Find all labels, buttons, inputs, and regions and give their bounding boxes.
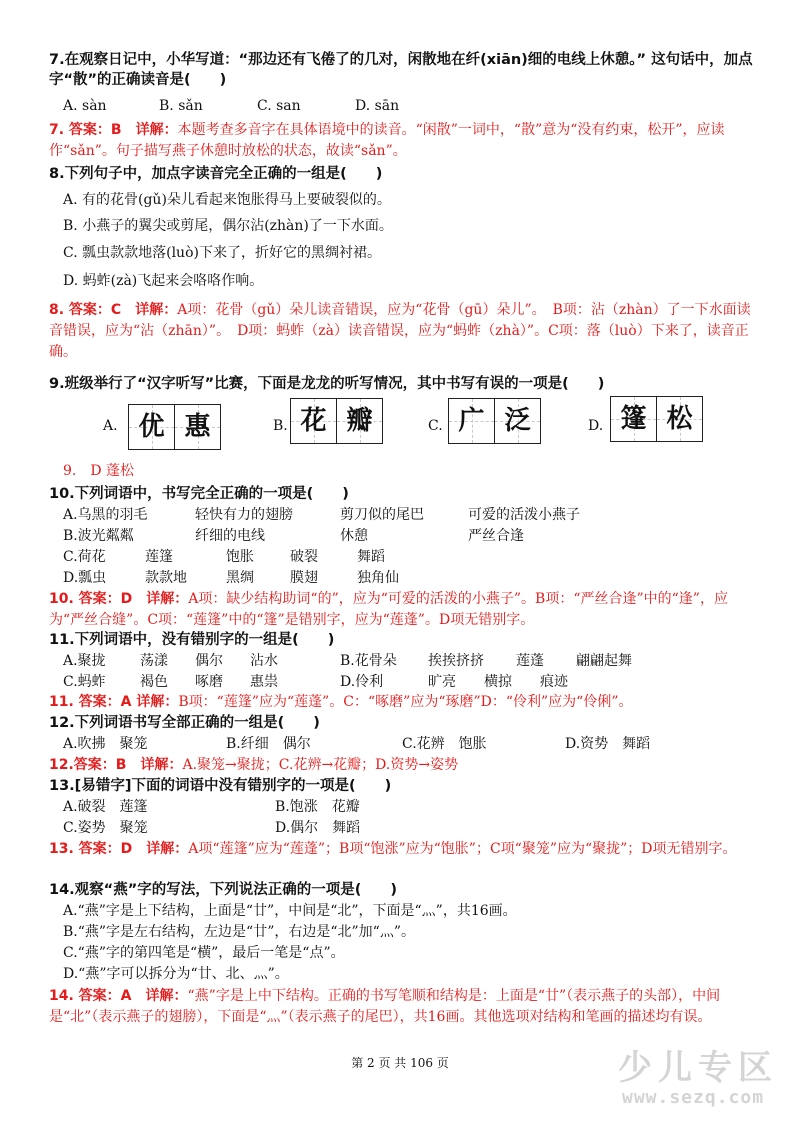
q12-answer-text: A.聚笼→聚拢；C.花辨→花瓣；D.资势→姿势 [182,757,459,773]
q11-b-word-1: B.花骨朵 [340,653,397,669]
q9-b-cell-2: 瓣 [336,399,382,443]
q11-d-word-1: D.伶利 [340,674,384,690]
q14-answer [49,986,759,1028]
q8-answer-label: 8. 答案：C 详解： [49,302,178,318]
q9-answer: 9. D 蓬松 [63,463,135,479]
q11-a-word-3: 偶尔 [195,653,223,669]
q14-answer-text: “燕”字是上中下结构。正确的书写笔顺和结构是：上面是“廿”（表示燕子的头部），中间是“北”（表示燕子的翅膀），下面是“灬”（表示燕子的尾巴），共16画。其他选项对结构和笔画的描述均有误。 [49,988,721,1025]
q12-answer-label: 12.答案：B 详解： [49,757,183,773]
q14-option-c: C.“燕”字的第四笔是“横”，最后一笔是“点”。 [63,945,345,961]
q9-c-cell-2: 泛 [494,399,540,443]
q9-a-cell-1: 优 [129,405,174,449]
q12-answer [49,755,759,776]
q14-option-a: A.“燕”字是上下结构，上面是“廿”，中间是“北”，下面是“灬”，共16画。 [63,903,517,919]
question-8-stem: 8.下列句子中，加点字读音完全正确的一组是( ) [49,166,383,182]
question-14-stem: 14.观察“燕”字的写法，下列说法正确的一项是( ) [49,882,397,898]
q10-d-word-4: 膜翅 [290,570,318,586]
q10-c-word-4: 破裂 [290,549,318,565]
q10-c-word-3: 饱胀 [226,549,254,565]
q8-option-b: B. 小燕子的翼尖或剪尾，偶尔沾(zhàn)了一下水面。 [63,218,393,234]
q10-d-word-2: 款款地 [145,570,187,586]
q9-c-cell-1: 广 [449,399,494,443]
q10-a-word-3: 剪刀似的尾巴 [340,507,424,523]
q13-answer-label: 13. 答案：D 详解： [49,841,189,857]
q9-option-d-label: D. [588,418,604,434]
q11-c-word-4: 惠祟 [250,674,278,690]
q8-answer [49,300,759,363]
q7-answer-text: 本题考查多音字在具体语境中的读音。“闲散”一词中，“散”意为“没有约束，松开”，应读作“sǎn”。句子描写燕子休憩时放松的状态，故读“sǎn”。 [49,122,725,159]
q9-d-cell-2: 松 [656,397,702,441]
q9-option-b-grid [290,398,383,444]
q10-c-word-1: C.荷花 [63,549,106,565]
q7-option-d: D. sān [355,98,400,114]
q13-option-c: C.姿势 聚笼 [63,820,148,836]
q7-option-a: A. sàn [63,98,107,114]
q14-option-b: B.“燕”字是左右结构，左边是“廿”，右边是“北”加“灬”。 [63,924,415,940]
q13-option-a: A.破裂 莲篷 [63,799,148,815]
page-footer: 第 2 页 共 106 页 [351,1056,449,1070]
q9-b-cell-1: 花 [291,399,336,443]
watermark-url: www.sezq.com [622,1087,765,1108]
q9-option-a-label: A. [103,418,118,434]
q10-answer-text: A项：缺少结构助词“的”，应为“可爱的活泼的小燕子”。B项：“严丝合逢”中的“逢”，应为“严丝合缝”。C项：“莲篷”中的“篷”是错别字，应为“莲蓬”。D项无错别字。 [49,591,728,628]
q9-option-d-grid [610,396,703,442]
q13-option-b: B.饱涨 花瓣 [275,799,360,815]
q10-b-word-2: 纤细的电线 [195,528,265,544]
q11-b-word-3: 莲蓬 [516,653,544,669]
q11-c-word-2: 褐色 [140,674,168,690]
q9-option-a-grid [128,404,221,450]
q8-answer-text: A项：花骨（gǔ）朵儿读音错误，应为“花骨（gū）朵儿”。 B项：沾（zhàn）了一下水面读音错误，应为“沾（zhān）”。 D项：蚂蚱（zà）读音错误，应为“蚂蚱（zhà）”。C项：落（luò）下来了，读音正确。 [49,302,751,360]
q10-b-word-1: B.波光粼粼 [63,528,134,544]
q10-b-word-4: 严丝合逢 [468,528,524,544]
q9-option-b-label: B. [273,418,288,434]
q11-a-word-4: 沾水 [250,653,278,669]
q7-option-c: C. san [257,98,301,114]
q11-b-word-2: 挨挨挤挤 [428,653,484,669]
q7-answer-label: 7. 答案：B 详解： [49,122,178,138]
q8-option-c: C. 瓢虫款款地落(luò)下来了，折好它的黑绸衬裙。 [63,245,381,261]
q10-a-word-4: 可爱的活泼小燕子 [468,507,580,523]
q8-option-d: D. 蚂蚱(zà)飞起来会咯咯作响。 [63,273,264,289]
question-7-stem: 7.在观察日记中，小华写道：“那边还有飞倦了的几对，闲散地在纤(xiān)细的电线上休憩。” 这句话中，加点字“散”的正确读音是( ) [49,52,753,88]
q9-option-c-label: C. [428,418,443,434]
question-9-stem: 9.班级举行了“汉字听写”比赛，下面是龙龙的听写情况，其中书写有误的一项是( ) [49,376,605,392]
q11-c-word-3: 啄磨 [195,674,223,690]
q10-c-word-2: 莲篷 [145,549,173,565]
q13-answer [49,839,759,860]
q10-d-word-5: 独角仙 [357,570,399,586]
question-13-stem: 13.[易错字]下面的词语中没有错别字的一项是( ) [49,778,392,794]
q11-d-word-2: 旷亮 [428,674,456,690]
q11-c-word-1: C.蚂蚱 [63,674,106,690]
q13-answer-text: A项“莲篷”应为“莲蓬”；B项“饱涨”应为“饱胀”；C项“聚笼”应为“聚拢”；D项无错别字。 [188,841,737,857]
q7-option-b: B. sǎn [159,98,203,114]
q8-option-a: A. 有的花骨(gǔ)朵儿看起来饱胀得马上要破裂似的。 [63,192,391,208]
q9-a-cell-2: 惠 [174,405,220,449]
q11-d-word-3: 横掠 [484,674,512,690]
question-10-stem: 10.下列词语中，书写完全正确的一项是( ) [49,486,349,502]
q10-d-word-3: 黑绸 [226,570,254,586]
question-11-stem: 11.下列词语中，没有错别字的一组是( ) [49,632,335,648]
q11-answer [49,692,759,713]
q10-c-word-5: 舞蹈 [357,549,385,565]
q10-a-word-2: 轻快有力的翅膀 [195,507,293,523]
q12-option-a: A.吹拂 聚笼 [63,736,148,752]
q14-option-d: D.“燕”字可以拆分为“廿、北、灬”。 [63,966,289,982]
q12-option-d: D.资势 舞蹈 [565,736,651,752]
q11-answer-label: 11. 答案：A 详解： [49,694,179,710]
q9-d-cell-1: 篷 [611,397,656,441]
q11-d-word-4: 痕迹 [540,674,568,690]
q11-b-word-4: 翩翩起舞 [576,653,632,669]
q14-answer-label: 14. 答案：A 详解： [49,988,188,1004]
q11-a-word-2: 荡漾 [140,653,168,669]
question-12-stem: 12.下列词语书写全部正确的一组是( ) [49,715,320,731]
q10-a-word-1: A.乌黑的羽毛 [63,507,148,523]
watermark-logo: 少儿专区 [618,1048,778,1088]
q10-d-word-1: D.瓢虫 [63,570,107,586]
q11-answer-text: B项：“莲篷”应为“莲蓬”。C：“啄磨”应为“琢磨”D：“伶利”应为“伶俐”。 [178,694,633,710]
q12-option-c: C.花辨 饱胀 [402,736,487,752]
q13-option-d: D.偶尔 舞蹈 [275,820,361,836]
q12-option-b: B.纤细 偶尔 [226,736,311,752]
q10-b-word-3: 休憩 [340,528,368,544]
q10-answer [49,589,759,631]
q10-answer-label: 10. 答案：D 详解： [49,591,189,607]
q11-a-word-1: A.聚拢 [63,653,106,669]
q7-answer [49,120,759,162]
q9-option-c-grid [448,398,541,444]
